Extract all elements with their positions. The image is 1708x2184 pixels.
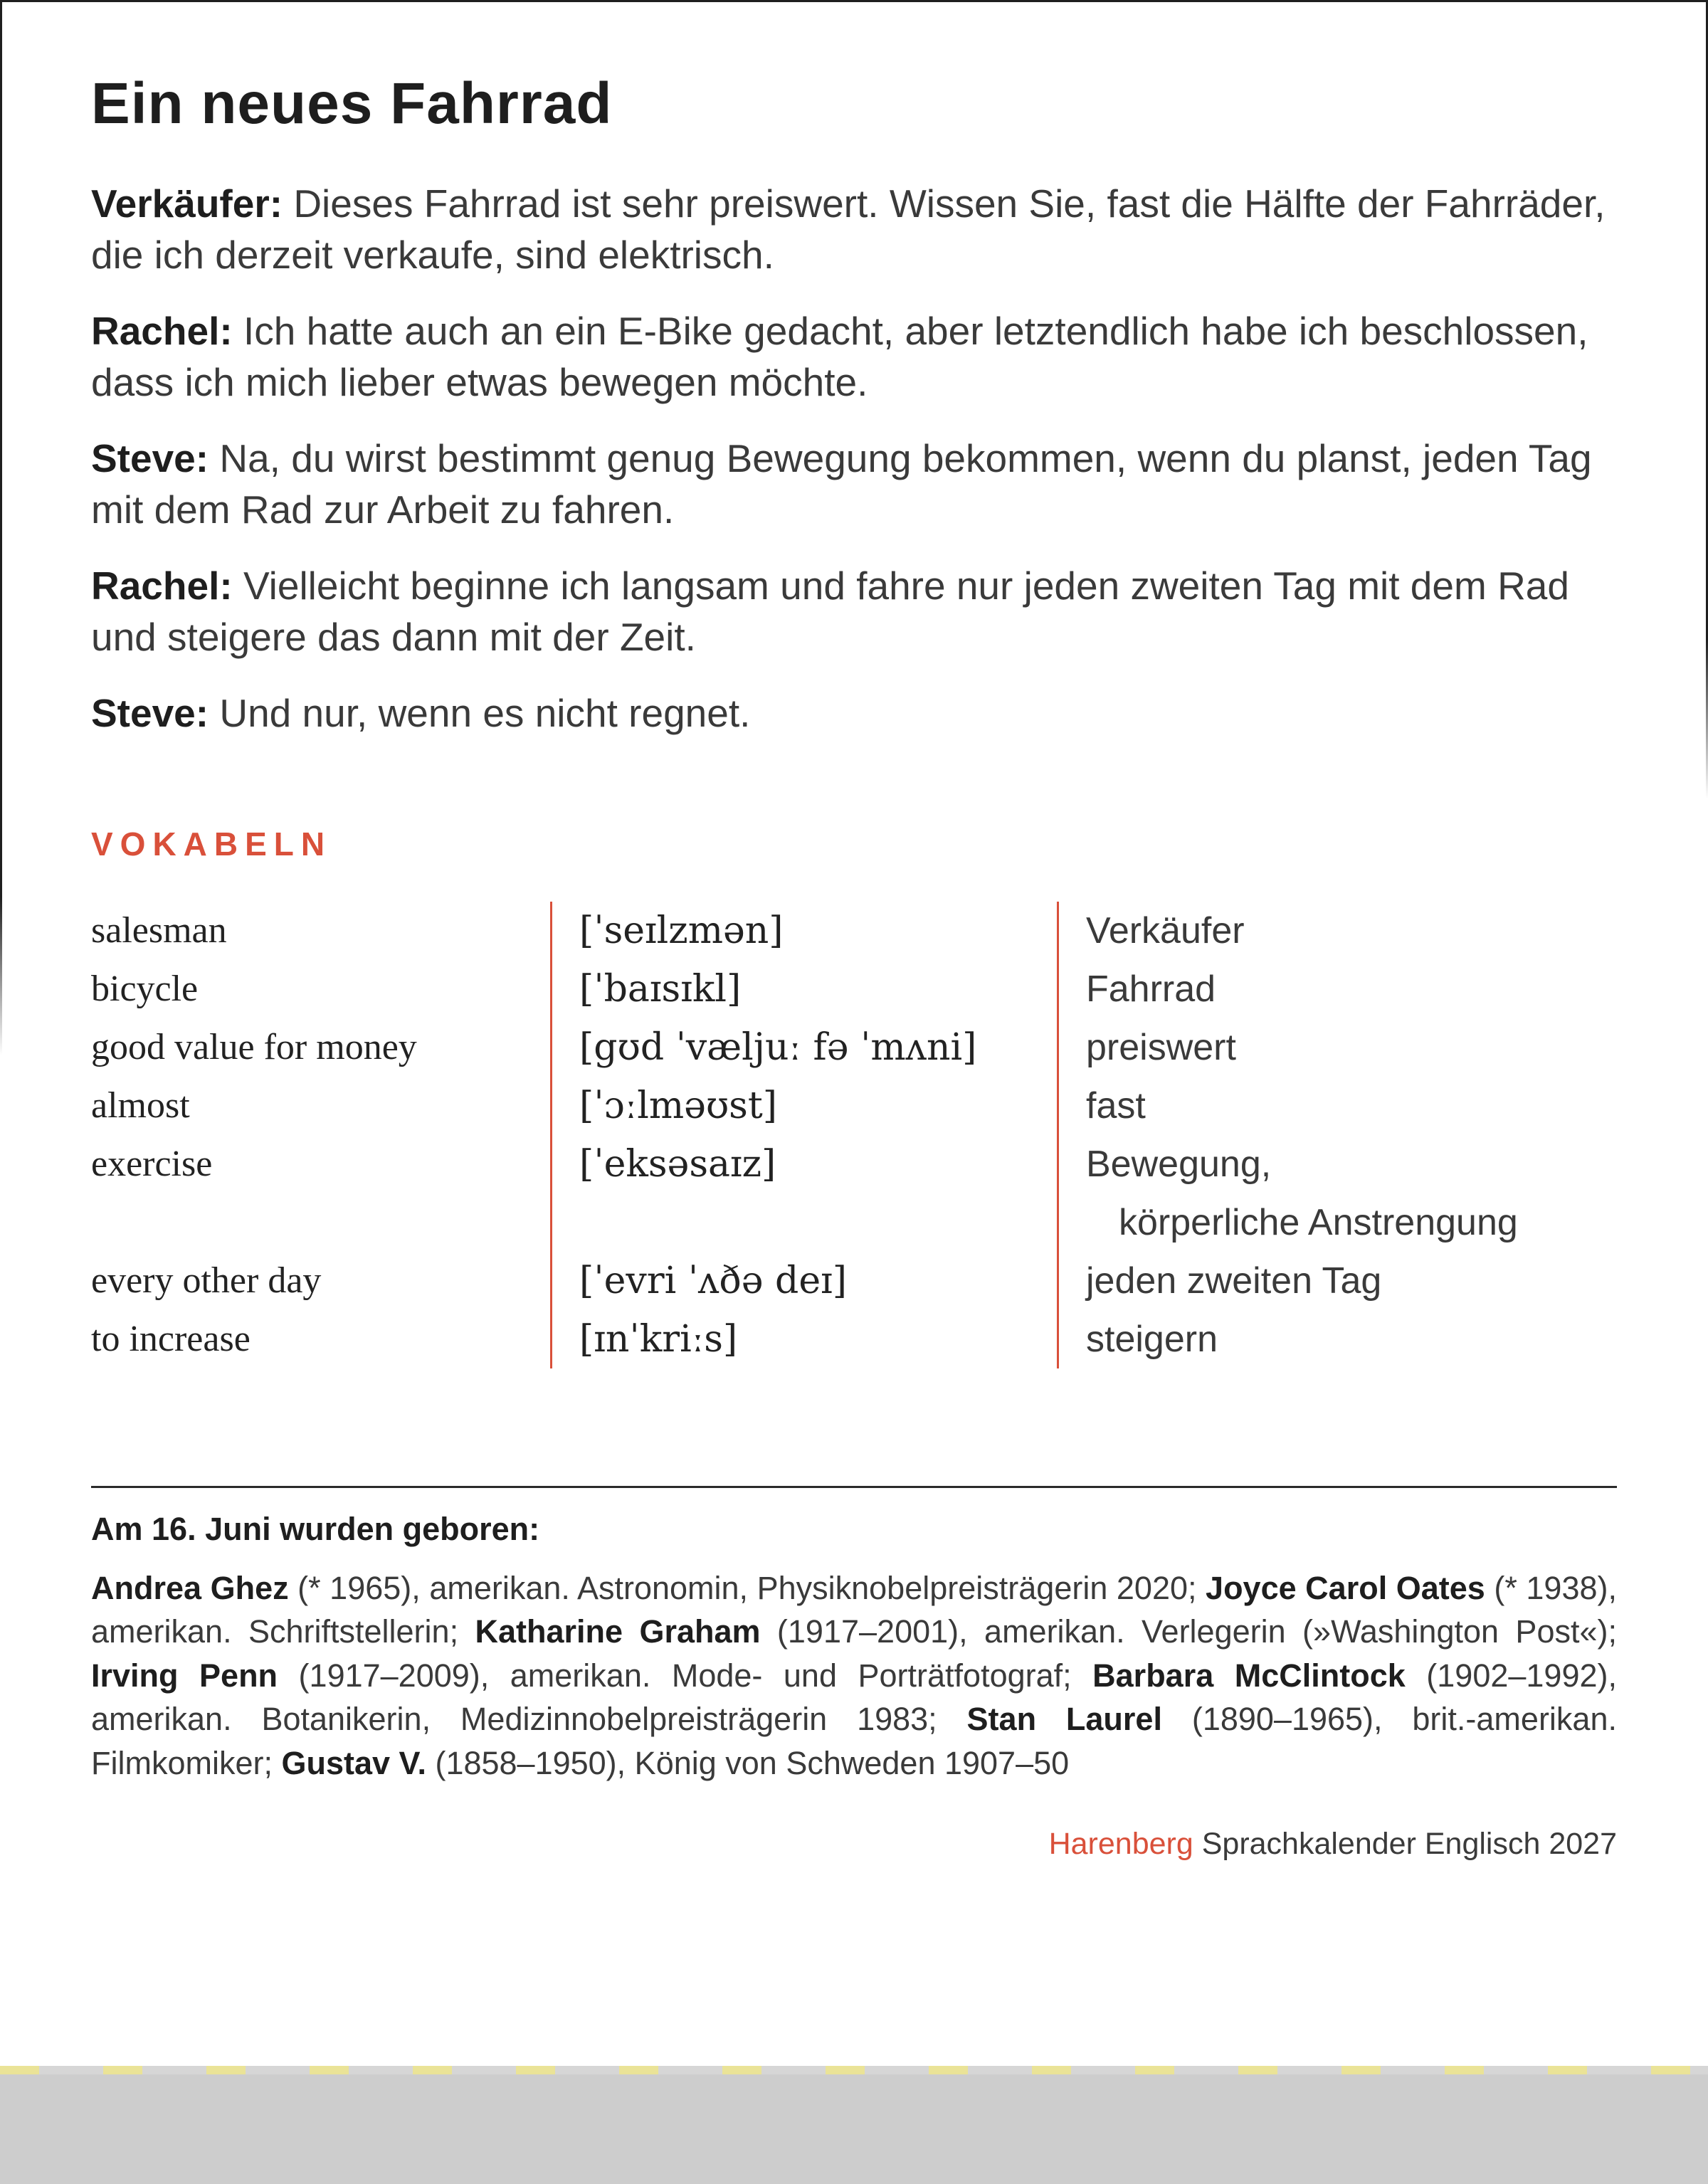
person-name: Barbara McClintock (1092, 1657, 1406, 1694)
vocab-phonetic: [ˈbaɪsɪkl] (550, 960, 1057, 1018)
vocab-english: exercise (91, 1143, 213, 1184)
dialogue-text: Dieses Fahrrad ist sehr preiswert. Wissen Sie, fast die Hälfte der Fahrräder, die ich derzeit verkaufe, sind elektrisch. (91, 181, 1606, 277)
footer (91, 1827, 1617, 1862)
perforation-line (0, 2066, 1708, 2074)
vocab-german-line: steigern (1086, 1318, 1218, 1360)
person-name: Stan Laurel (966, 1701, 1162, 1738)
birthday-text: (1890–1965), brit.-amerikan. Filmkomiker; (91, 1701, 1617, 1782)
vocab-table (91, 902, 1617, 1368)
vocab-german (1057, 960, 1617, 1018)
vocab-german-line: fast (1086, 1085, 1146, 1127)
brand-name: Harenberg (1048, 1826, 1193, 1861)
divider-rule (91, 1486, 1617, 1488)
person-name: Andrea Ghez (91, 1569, 289, 1606)
speaker-name: Rachel: (91, 564, 233, 608)
speaker-name: Verkäufer: (91, 181, 283, 226)
birthday-text: (1917–2009), amerikan. Mode- und Porträtfotograf; (278, 1657, 1093, 1694)
page-title: Ein neues Fahrrad (91, 71, 613, 136)
vocab-english: salesman (91, 909, 227, 951)
person-name: Katharine Graham (475, 1613, 761, 1650)
birthday-text: (1902–1992), amerikan. Botanikerin, Medizinnobelpreisträgerin 1983; (91, 1657, 1618, 1738)
vocab-english: every other day (91, 1260, 322, 1301)
dialogue-paragraph (91, 688, 1617, 739)
vocab-english: almost (91, 1085, 190, 1126)
vocab-english: bicycle (91, 968, 199, 1009)
vocab-heading: VOKABELN (91, 825, 332, 862)
vocab-phonetic: [ˈeksəsaɪz] (550, 1135, 1057, 1252)
birthday-text: (1917–2001), amerikan. Verlegerin (»Washington Post«); (760, 1613, 1617, 1650)
vocab-german-line: Bewegung, (1086, 1143, 1272, 1185)
speaker-name: Rachel: (91, 309, 233, 353)
dialogue-paragraph (91, 433, 1617, 535)
vocab-german (1057, 1252, 1617, 1310)
birthdays-paragraph (91, 1566, 1617, 1785)
dialogue-text: Na, du wirst bestimmt genug Bewegung bekommen, wenn du planst, jeden Tag mit dem Rad zur Arbeit zu fahren. (91, 436, 1592, 532)
dialogue-paragraph (91, 306, 1617, 408)
vocab-german-line: Fahrrad (1086, 968, 1216, 1010)
birthday-text: (* 1938), amerikan. Schriftstellerin; (91, 1569, 1618, 1650)
speaker-name: Steve: (91, 436, 209, 480)
vocab-german (1057, 1077, 1617, 1135)
vocab-row (91, 1077, 1617, 1135)
dialogue-text: Ich hatte auch an ein E-Bike gedacht, aber letztendlich habe ich beschlossen, dass ich mich lieber etwas bewegen möchte. (91, 309, 1588, 404)
vocab-row (91, 1310, 1617, 1368)
vocab-german (1057, 902, 1617, 960)
speaker-name: Steve: (91, 691, 209, 735)
vocab-row (91, 902, 1617, 960)
vocab-phonetic: [gʊd ˈvæljuː fə ˈmʌni] (550, 1018, 1057, 1077)
vocab-english: good value for money (91, 1026, 417, 1067)
vocab-phonetic: [ˈseɪlzmən] (550, 902, 1057, 960)
vocab-phonetic: [ˈɔːlməʊst] (550, 1077, 1057, 1135)
person-name: Irving Penn (91, 1657, 278, 1694)
dialogue-paragraph (91, 561, 1617, 663)
birthday-text: (* 1965), amerikan. Astronomin, Physiknobelpreisträgerin 2020; (288, 1569, 1206, 1606)
vocab-german-line: körperliche Anstrengung (1119, 1201, 1518, 1243)
dialogue-text: Und nur, wenn es nicht regnet. (219, 691, 751, 735)
vocab-row (91, 1252, 1617, 1310)
footer-title: Sprachkalender Englisch 2027 (1201, 1826, 1617, 1861)
vocab-german (1057, 1135, 1617, 1252)
vocab-german-line: preiswert (1086, 1026, 1236, 1068)
vocab-row (91, 1135, 1617, 1252)
vocab-phonetic: [ɪnˈkriːs] (550, 1310, 1057, 1368)
person-name: Joyce Carol Oates (1206, 1569, 1485, 1606)
vocab-row (91, 1018, 1617, 1077)
vocab-row (91, 960, 1617, 1018)
dialogue-paragraph (91, 179, 1617, 280)
vocab-german-line: Verkäufer (1086, 909, 1245, 951)
birthdays-heading: Am 16. Juni wurden geboren: (91, 1510, 540, 1547)
vocab-german-line: jeden zweiten Tag (1086, 1260, 1382, 1302)
vocab-english: to increase (91, 1318, 251, 1359)
vocab-phonetic: [ˈevri ˈʌðə deɪ] (550, 1252, 1057, 1310)
vocab-german (1057, 1018, 1617, 1077)
birthday-text: (1858–1950), König von Schweden 1907–50 (426, 1745, 1070, 1782)
vocab-german (1057, 1310, 1617, 1368)
dialogue-text: Vielleicht beginne ich langsam und fahre nur jeden zweiten Tag mit dem Rad und steigere das dann mit der Zeit. (91, 564, 1569, 659)
person-name: Gustav V. (281, 1745, 426, 1782)
